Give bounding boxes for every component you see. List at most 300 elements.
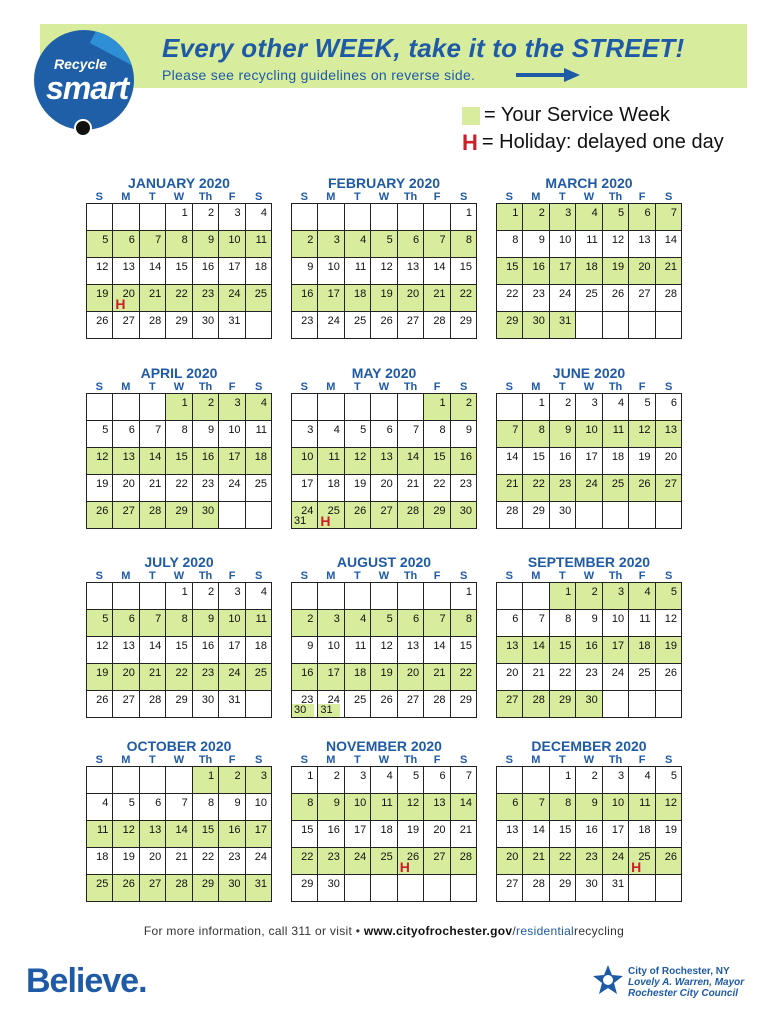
day-cell — [371, 231, 397, 258]
day-number: 24 — [585, 478, 598, 490]
day-cell — [345, 794, 371, 821]
day-cell — [87, 258, 113, 285]
month-calendar — [86, 175, 272, 339]
day-number: 31 — [611, 878, 625, 890]
footer-url-path[interactable]: residential — [516, 924, 575, 938]
day-cell — [629, 794, 655, 821]
day-number: 9 — [591, 613, 598, 625]
weekday-label: S — [255, 754, 263, 766]
day-cell — [371, 204, 397, 231]
day-cell — [140, 875, 166, 902]
weekday-label: T — [559, 381, 566, 393]
day-cell — [629, 637, 655, 664]
day-cell — [550, 448, 576, 475]
weekday-label: W — [583, 381, 595, 393]
day-cell — [246, 664, 272, 691]
day-number: 15 — [459, 640, 472, 652]
day-cell — [629, 231, 655, 258]
day-number: 4 — [618, 397, 625, 409]
weekday-label: W — [378, 381, 390, 393]
day-number: 4 — [360, 613, 367, 625]
day-cell — [113, 258, 139, 285]
day-cell — [371, 448, 397, 475]
weekday-label: F — [228, 381, 236, 393]
weekday-label: F — [433, 191, 441, 203]
weekday-label: F — [638, 570, 646, 582]
day-cell — [166, 875, 192, 902]
day-number: 10 — [254, 797, 267, 809]
month-grid — [86, 766, 272, 902]
day-cell — [87, 231, 113, 258]
day-cell — [576, 848, 602, 875]
weekday-label: S — [300, 191, 308, 203]
day-cell — [576, 502, 602, 529]
day-cell — [166, 421, 192, 448]
footer-url-tail[interactable]: recycling — [574, 924, 625, 938]
holiday-h-icon: H — [631, 859, 642, 875]
month-grid — [496, 766, 682, 902]
day-number: 10 — [585, 424, 598, 436]
day-cell — [140, 767, 166, 794]
day-number: 23 — [301, 315, 314, 327]
day-number: 18 — [327, 478, 340, 490]
day-cell — [113, 767, 139, 794]
day-cell — [629, 204, 655, 231]
day-number: 4 — [333, 424, 340, 436]
month-title: JUNE 2020 — [552, 365, 626, 381]
day-number: 7 — [538, 613, 545, 625]
day-number: 7 — [439, 613, 446, 625]
day-number: 21 — [149, 288, 162, 300]
day-cell — [166, 664, 192, 691]
day-number: 2 — [208, 397, 215, 409]
day-number: 19 — [122, 851, 135, 863]
day-number: 9 — [565, 424, 572, 436]
month-title: AUGUST 2020 — [336, 554, 432, 570]
day-number: 27 — [149, 878, 162, 890]
day-cell — [424, 875, 450, 902]
day-number: 17 — [585, 451, 598, 463]
day-number: 30 — [201, 694, 215, 706]
day-number: 23 — [459, 478, 472, 490]
day-cell — [451, 448, 477, 475]
day-cell — [603, 794, 629, 821]
weekday-label: F — [638, 381, 646, 393]
weekday-label: T — [149, 381, 156, 393]
day-cell — [656, 258, 682, 285]
day-cell — [166, 258, 192, 285]
day-number: 1 — [181, 397, 188, 409]
day-cell — [424, 258, 450, 285]
day-number: 18 — [254, 451, 267, 463]
day-number: 7 — [465, 770, 472, 782]
day-cell — [140, 794, 166, 821]
weekday-label: S — [460, 754, 468, 766]
day-cell — [576, 448, 602, 475]
day-number: 19 — [611, 261, 625, 273]
day-cell — [318, 285, 344, 312]
day-number: 11 — [255, 613, 267, 625]
day-cell — [603, 583, 629, 610]
day-cell — [166, 312, 192, 339]
day-number: 18 — [96, 851, 109, 863]
day-number: 5 — [102, 424, 109, 436]
day-cell — [424, 637, 450, 664]
day-cell — [603, 610, 629, 637]
day-cell — [656, 204, 682, 231]
day-number: 27 — [506, 694, 519, 706]
weekday-label: Th — [608, 381, 623, 393]
day-cell — [113, 502, 139, 529]
day-number: 25 — [254, 478, 267, 490]
day-cell — [523, 821, 549, 848]
day-number: 28 — [664, 288, 677, 300]
day-cell — [603, 875, 629, 902]
day-cell — [656, 502, 682, 529]
day-cell — [87, 285, 113, 312]
day-number: 7 — [155, 234, 162, 246]
day-cell — [629, 312, 655, 339]
day-cell — [113, 312, 139, 339]
day-cell — [451, 475, 477, 502]
day-cell — [166, 821, 192, 848]
day-number: 22 — [506, 288, 519, 300]
day-cell — [246, 637, 272, 664]
day-cell — [166, 204, 192, 231]
day-cell — [451, 502, 477, 529]
subline: Please see recycling guidelines on reverse side. — [162, 67, 476, 83]
day-cell — [523, 231, 549, 258]
day-cell — [140, 285, 166, 312]
day-number: 4 — [260, 207, 267, 219]
day-number: 16 — [301, 667, 314, 679]
day-cell — [371, 767, 397, 794]
day-number: 16 — [301, 288, 314, 300]
month-calendar — [291, 365, 477, 529]
weekday-label: S — [505, 570, 513, 582]
day-number: 13 — [664, 424, 677, 436]
green-swatch-icon — [462, 107, 480, 125]
weekday-label: W — [173, 191, 185, 203]
day-cell — [193, 821, 219, 848]
day-cell — [193, 204, 219, 231]
day-cell — [166, 475, 192, 502]
day-cell — [629, 691, 655, 718]
day-number: 2 — [307, 613, 314, 625]
day-number: 17 — [327, 288, 340, 300]
day-number: 31 — [320, 704, 333, 716]
day-number: 23 — [585, 851, 598, 863]
day-cell — [113, 848, 139, 875]
day-cell — [113, 394, 139, 421]
day-cell — [656, 848, 682, 875]
day-number: 4 — [260, 586, 267, 598]
day-number: 21 — [406, 478, 420, 490]
day-number: 2 — [208, 586, 215, 598]
day-cell — [523, 502, 549, 529]
day-number: 16 — [201, 451, 215, 463]
day-number: 5 — [413, 770, 420, 782]
day-cell — [398, 231, 424, 258]
city-line1: City of Rochester, NY — [628, 966, 730, 977]
day-number: 8 — [538, 424, 545, 436]
day-number: 2 — [208, 207, 215, 219]
day-number: 2 — [565, 397, 572, 409]
city-credit — [628, 966, 744, 999]
day-cell — [113, 664, 139, 691]
weekday-label: M — [121, 191, 131, 203]
weekday-label: W — [173, 570, 185, 582]
day-cell — [166, 583, 192, 610]
day-cell — [87, 610, 113, 637]
day-number: 22 — [459, 288, 472, 300]
day-number: 29 — [559, 694, 572, 706]
day-cell — [371, 583, 397, 610]
day-number: 21 — [149, 478, 162, 490]
day-number: 11 — [639, 797, 651, 809]
footer-url-slash: / — [512, 924, 517, 938]
day-number: 15 — [201, 824, 215, 836]
day-cell — [246, 691, 272, 718]
day-cell — [246, 394, 272, 421]
day-number: 9 — [208, 234, 215, 246]
day-number: 14 — [433, 261, 446, 273]
day-cell — [371, 502, 397, 529]
day-cell — [193, 610, 219, 637]
day-cell — [292, 583, 318, 610]
month-title: JULY 2020 — [144, 554, 214, 570]
day-cell — [603, 204, 629, 231]
day-number: 15 — [175, 640, 188, 652]
day-cell — [345, 848, 371, 875]
city-line3: Rochester City Council — [628, 988, 739, 999]
day-cell — [576, 664, 602, 691]
day-cell — [87, 502, 113, 529]
day-cell — [246, 502, 272, 529]
day-number: 30 — [294, 704, 307, 716]
day-number: 14 — [459, 797, 472, 809]
weekday-label: Th — [198, 191, 213, 203]
day-cell — [451, 312, 477, 339]
day-cell — [424, 848, 450, 875]
day-cell — [398, 664, 424, 691]
day-cell — [113, 610, 139, 637]
recycle-smart-logo — [34, 30, 134, 130]
day-cell — [629, 502, 655, 529]
day-cell — [424, 821, 450, 848]
day-number: 13 — [433, 797, 446, 809]
day-number: 29 — [559, 878, 572, 890]
day-cell — [523, 475, 549, 502]
day-number: 10 — [228, 234, 241, 246]
weekday-label: M — [531, 381, 541, 393]
day-number: 12 — [611, 234, 625, 246]
day-cell — [292, 637, 318, 664]
month-title: JANUARY 2020 — [128, 175, 230, 191]
weekday-label: Th — [608, 570, 623, 582]
legend-service-label: = Your Service Week — [484, 104, 670, 126]
day-number: 13 — [380, 451, 393, 463]
day-number: 3 — [234, 586, 241, 598]
day-number: 27 — [406, 694, 420, 706]
day-number: 10 — [301, 451, 314, 463]
day-cell — [318, 691, 344, 718]
weekday-label: W — [583, 570, 595, 582]
weekday-label: S — [95, 381, 103, 393]
day-number: 20 — [433, 824, 446, 836]
weekday-label: Th — [403, 381, 418, 393]
weekday-label: M — [531, 754, 541, 766]
headline: Every other WEEK, take it to the STREET! — [162, 33, 685, 63]
day-cell — [140, 583, 166, 610]
day-cell — [246, 231, 272, 258]
day-number: 3 — [333, 234, 340, 246]
day-number: 27 — [506, 878, 519, 890]
day-cell — [550, 637, 576, 664]
day-cell — [424, 583, 450, 610]
day-cell — [497, 204, 523, 231]
day-number: 15 — [175, 261, 188, 273]
day-number: 19 — [638, 451, 651, 463]
day-number: 15 — [459, 261, 472, 273]
day-number: 31 — [254, 878, 267, 890]
day-cell — [219, 767, 245, 794]
day-number: 12 — [96, 261, 109, 273]
day-number: 21 — [149, 667, 162, 679]
day-number: 18 — [254, 640, 267, 652]
day-number: 30 — [201, 505, 215, 517]
day-cell — [292, 231, 318, 258]
day-number: 14 — [433, 640, 446, 652]
day-cell — [318, 664, 344, 691]
day-cell — [246, 421, 272, 448]
day-number: 31 — [559, 315, 572, 327]
day-number: 15 — [506, 261, 519, 273]
day-cell — [219, 821, 245, 848]
day-cell — [219, 664, 245, 691]
day-number: 5 — [360, 424, 367, 436]
day-number: 27 — [433, 851, 446, 863]
day-cell — [113, 285, 139, 312]
day-number: 21 — [175, 851, 188, 863]
day-number: 29 — [433, 505, 446, 517]
weekday-header — [291, 191, 477, 203]
day-cell — [451, 875, 477, 902]
day-number: 11 — [381, 797, 393, 809]
day-cell — [219, 875, 245, 902]
day-cell — [371, 610, 397, 637]
day-number: 14 — [406, 451, 420, 463]
day-cell — [523, 394, 549, 421]
day-cell — [656, 583, 682, 610]
day-cell — [398, 691, 424, 718]
day-number: 9 — [465, 424, 472, 436]
day-cell — [140, 312, 166, 339]
day-cell — [497, 448, 523, 475]
weekday-label: T — [354, 570, 361, 582]
day-cell — [497, 794, 523, 821]
weekday-label: S — [300, 570, 308, 582]
day-cell — [292, 794, 318, 821]
day-number: 6 — [512, 613, 519, 625]
day-cell — [603, 848, 629, 875]
day-cell — [371, 848, 397, 875]
day-cell — [603, 312, 629, 339]
day-number: 18 — [638, 640, 651, 652]
day-cell — [523, 767, 549, 794]
day-number: 11 — [255, 234, 267, 246]
day-cell — [292, 204, 318, 231]
day-cell — [292, 875, 318, 902]
day-number: 21 — [532, 851, 545, 863]
month-calendar — [86, 738, 272, 902]
weekday-label: W — [173, 381, 185, 393]
day-cell — [292, 610, 318, 637]
day-number: 5 — [386, 613, 393, 625]
day-cell — [292, 821, 318, 848]
day-number: 25 — [96, 878, 109, 890]
day-number: 19 — [96, 288, 109, 300]
day-cell — [451, 421, 477, 448]
weekday-label: F — [228, 754, 236, 766]
day-cell — [576, 637, 602, 664]
day-number: 25 — [254, 667, 267, 679]
day-cell — [497, 767, 523, 794]
day-number: 1 — [181, 207, 188, 219]
day-number: 9 — [307, 640, 314, 652]
weekday-label: M — [121, 570, 131, 582]
day-number: 17 — [301, 478, 314, 490]
day-cell — [166, 502, 192, 529]
day-number: 22 — [175, 667, 188, 679]
day-cell — [576, 691, 602, 718]
day-cell — [345, 448, 371, 475]
day-cell — [523, 691, 549, 718]
day-number: 12 — [406, 797, 420, 809]
day-number: 3 — [591, 397, 598, 409]
day-cell — [629, 583, 655, 610]
day-cell — [87, 821, 113, 848]
day-cell — [246, 258, 272, 285]
day-cell — [497, 583, 523, 610]
day-number: 8 — [181, 613, 188, 625]
day-number: 11 — [639, 613, 651, 625]
day-cell — [497, 875, 523, 902]
day-cell — [246, 312, 272, 339]
day-cell — [246, 767, 272, 794]
day-number: 16 — [201, 640, 215, 652]
day-number: 2 — [333, 770, 340, 782]
day-cell — [451, 258, 477, 285]
weekday-label: S — [95, 191, 103, 203]
day-number: 20 — [122, 478, 135, 490]
month-calendar — [496, 738, 682, 902]
day-number: 23 — [201, 667, 215, 679]
day-number: 21 — [433, 288, 446, 300]
day-number: 31 — [228, 315, 241, 327]
day-cell — [550, 312, 576, 339]
weekday-label: W — [378, 570, 390, 582]
day-cell — [193, 502, 219, 529]
day-number: 18 — [354, 288, 367, 300]
logo-line2: smart — [46, 70, 129, 106]
day-cell — [629, 767, 655, 794]
footer-url-domain[interactable]: www.cityofrochester.gov — [363, 924, 513, 938]
day-cell — [87, 794, 113, 821]
month-grid — [86, 203, 272, 339]
day-cell — [424, 231, 450, 258]
day-cell — [87, 848, 113, 875]
